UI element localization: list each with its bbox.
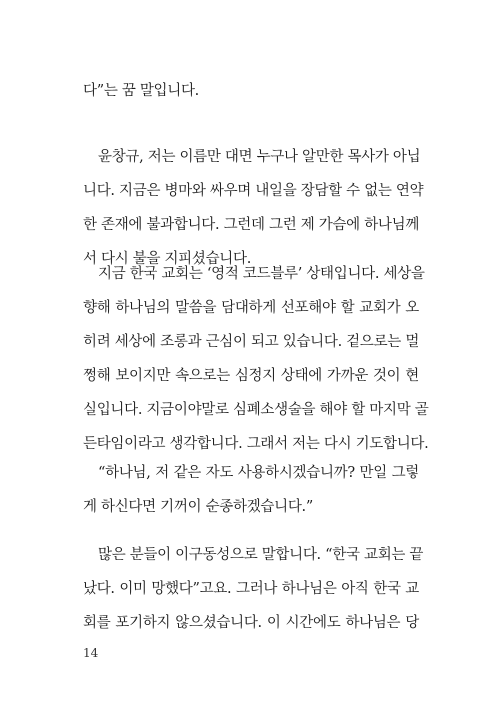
text-line: 게 하신다면 기꺼이 순종하겠습니다.” (83, 499, 313, 515)
text-line: 실입니다. 지금이야말로 심폐소생술을 해야 할 마지막 골 (83, 402, 429, 418)
page-number: 14 (83, 646, 99, 660)
text-line: 든타임이라고 생각합니다. 그래서 저는 다시 기도합니다. (83, 436, 429, 452)
text-line: 향해 하나님의 말씀을 담대하게 선포해야 할 교회가 오 (83, 300, 419, 316)
text-line: 히려 세상에 조롱과 근심이 되고 있습니다. 겉으로는 멀 (83, 334, 420, 350)
text-line: 한 존재에 불과합니다. 그런데 그런 제 가슴에 하나님께 (83, 217, 420, 233)
paragraph-1 (83, 74, 419, 108)
paragraph-5 (83, 538, 424, 640)
text-line: 났다. 이미 망했다”고요. 그러나 하나님은 아직 한국 교 (83, 581, 419, 597)
text-line: 윤창규, 저는 이름만 대면 누구나 알만한 목사가 아닙 (98, 149, 421, 165)
paragraph-4 (83, 456, 419, 524)
text-line: 쩡해 보이지만 속으로는 심정지 상태에 가까운 것이 현 (83, 368, 419, 384)
text-line: 니다. 지금은 병마와 싸우며 내일을 장담할 수 없는 연약 (83, 183, 424, 199)
text-line: 다”는 꿈 말입니다. (83, 83, 199, 99)
text-line: 많은 분들이 이구동성으로 말합니다. “한국 교회는 끝 (98, 547, 424, 563)
text-line: 서 다시 불을 지피셨습니다. (83, 251, 252, 267)
text-line: 회를 포기하지 않으셨습니다. 이 시간에도 하나님은 당 (83, 615, 419, 631)
paragraph-3 (83, 257, 429, 461)
paragraph-2 (83, 140, 424, 276)
text-line: “하나님, 저 같은 자도 사용하시겠습니까? 만일 그렇 (98, 465, 419, 481)
text-line: 지금 한국 교회는 ‘영적 코드블루’ 상태입니다. 세상을 (98, 266, 425, 282)
